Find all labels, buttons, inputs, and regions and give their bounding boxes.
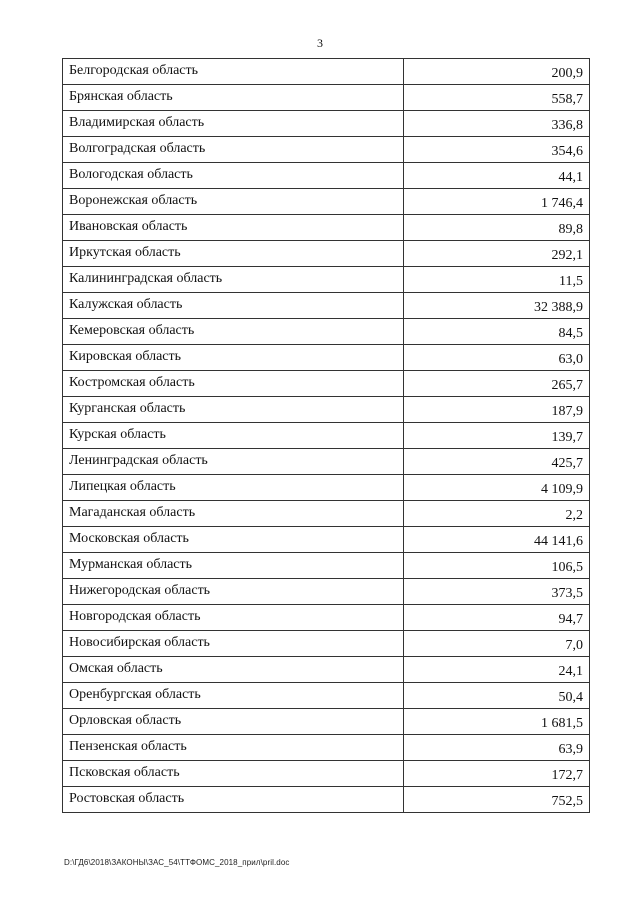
region-name-cell: Калининградская область [63, 267, 404, 293]
regions-table [62, 58, 590, 813]
region-name-cell: Орловская область [63, 709, 404, 735]
table-row [63, 683, 590, 709]
region-name-cell: Кемеровская область [63, 319, 404, 345]
region-value-cell: 1 746,4 [404, 189, 590, 215]
region-name-cell: Воронежская область [63, 189, 404, 215]
table-row [63, 501, 590, 527]
region-value-cell: 200,9 [404, 59, 590, 85]
table-row [63, 709, 590, 735]
region-name-cell: Нижегородская область [63, 579, 404, 605]
region-name-cell: Ивановская область [63, 215, 404, 241]
region-value-cell: 425,7 [404, 449, 590, 475]
table-row [63, 293, 590, 319]
region-value-cell: 84,5 [404, 319, 590, 345]
region-name-cell: Ленинградская область [63, 449, 404, 475]
region-name-cell: Оренбургская область [63, 683, 404, 709]
table-row [63, 163, 590, 189]
table-row [63, 85, 590, 111]
region-name-cell: Костромская область [63, 371, 404, 397]
region-name-cell: Волгоградская область [63, 137, 404, 163]
table-row [63, 657, 590, 683]
region-name-cell: Новгородская область [63, 605, 404, 631]
region-value-cell: 292,1 [404, 241, 590, 267]
table-row [63, 423, 590, 449]
region-value-cell: 63,0 [404, 345, 590, 371]
region-value-cell: 63,9 [404, 735, 590, 761]
table-row [63, 475, 590, 501]
table-row [63, 449, 590, 475]
region-value-cell: 336,8 [404, 111, 590, 137]
table-row [63, 345, 590, 371]
region-value-cell: 1 681,5 [404, 709, 590, 735]
table-row [63, 735, 590, 761]
region-name-cell: Белгородская область [63, 59, 404, 85]
region-value-cell: 172,7 [404, 761, 590, 787]
table-row [63, 397, 590, 423]
table-row [63, 267, 590, 293]
region-value-cell: 11,5 [404, 267, 590, 293]
table-row [63, 319, 590, 345]
region-name-cell: Липецкая область [63, 475, 404, 501]
region-value-cell: 44 141,6 [404, 527, 590, 553]
region-value-cell: 4 109,9 [404, 475, 590, 501]
table-row [63, 189, 590, 215]
footer-file-path: D:\ГД6\2018\ЗАКОНЫ\ЗАС_54\ТТФОМС_2018_прил\pril.doc [64, 858, 290, 867]
region-value-cell: 752,5 [404, 787, 590, 813]
region-value-cell: 187,9 [404, 397, 590, 423]
region-name-cell: Иркутская область [63, 241, 404, 267]
region-name-cell: Пензенская область [63, 735, 404, 761]
table-row [63, 59, 590, 85]
table-row [63, 605, 590, 631]
region-value-cell: 32 388,9 [404, 293, 590, 319]
region-value-cell: 139,7 [404, 423, 590, 449]
region-name-cell: Кировская область [63, 345, 404, 371]
region-name-cell: Владимирская область [63, 111, 404, 137]
table-row [63, 527, 590, 553]
region-name-cell: Вологодская область [63, 163, 404, 189]
region-name-cell: Псковская область [63, 761, 404, 787]
table-row [63, 553, 590, 579]
region-name-cell: Курская область [63, 423, 404, 449]
table-row [63, 631, 590, 657]
table-row [63, 579, 590, 605]
region-name-cell: Курганская область [63, 397, 404, 423]
regions-table-body [63, 59, 590, 813]
region-value-cell: 558,7 [404, 85, 590, 111]
table-row [63, 137, 590, 163]
table-row [63, 111, 590, 137]
region-name-cell: Калужская область [63, 293, 404, 319]
table-row [63, 761, 590, 787]
region-value-cell: 2,2 [404, 501, 590, 527]
region-value-cell: 94,7 [404, 605, 590, 631]
region-value-cell: 89,8 [404, 215, 590, 241]
region-value-cell: 265,7 [404, 371, 590, 397]
region-value-cell: 24,1 [404, 657, 590, 683]
table-row [63, 787, 590, 813]
region-value-cell: 50,4 [404, 683, 590, 709]
region-name-cell: Ростовская область [63, 787, 404, 813]
region-name-cell: Брянская область [63, 85, 404, 111]
region-value-cell: 106,5 [404, 553, 590, 579]
region-value-cell: 354,6 [404, 137, 590, 163]
table-row [63, 215, 590, 241]
page-number: 3 [317, 36, 323, 50]
region-name-cell: Мурманская область [63, 553, 404, 579]
region-name-cell: Московская область [63, 527, 404, 553]
region-value-cell: 373,5 [404, 579, 590, 605]
region-name-cell: Магаданская область [63, 501, 404, 527]
region-value-cell: 7,0 [404, 631, 590, 657]
region-value-cell: 44,1 [404, 163, 590, 189]
region-name-cell: Омская область [63, 657, 404, 683]
table-row [63, 241, 590, 267]
region-name-cell: Новосибирская область [63, 631, 404, 657]
table-row [63, 371, 590, 397]
